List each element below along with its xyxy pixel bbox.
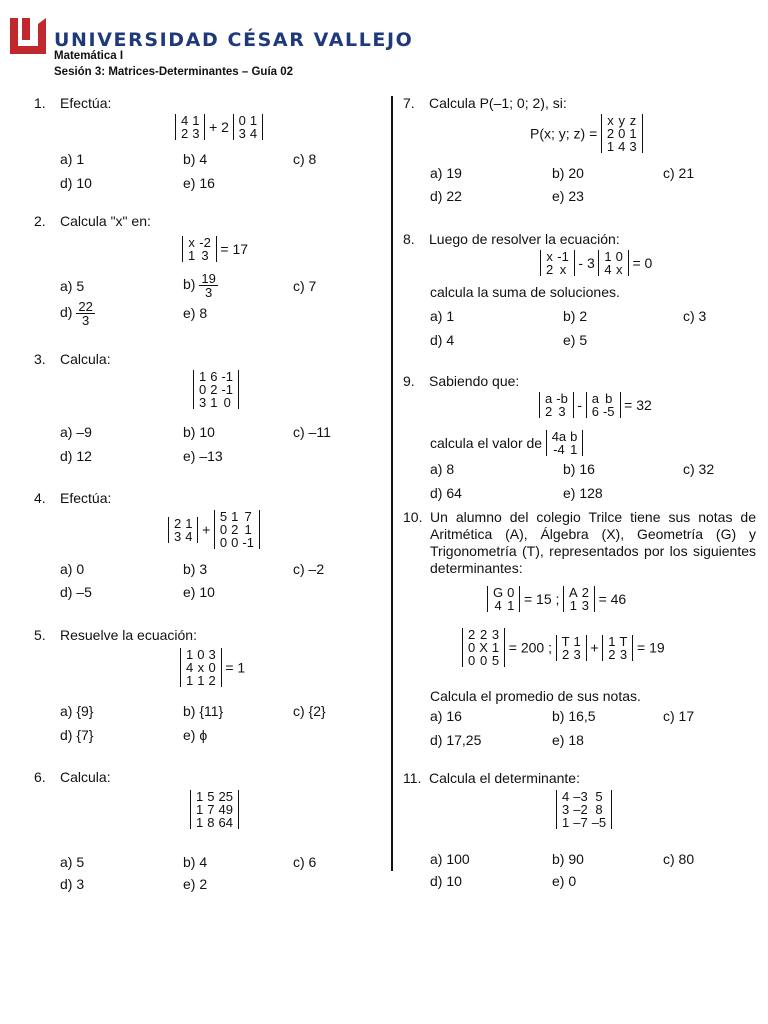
determinant bbox=[190, 790, 239, 829]
q5-expression: 1 0 3 4 x 0 1 1 2 = 1 bbox=[180, 648, 245, 687]
matrix-cell: x bbox=[607, 113, 614, 128]
matrix-cell: 1 bbox=[608, 633, 616, 649]
matrix-cell: 0 bbox=[219, 535, 228, 550]
matrix-cell: 4 bbox=[181, 113, 189, 128]
q9-option-d: d) 64 bbox=[430, 485, 462, 501]
matrix-cell: 1 bbox=[507, 598, 515, 613]
matrix-cell: 5 bbox=[595, 789, 603, 804]
matrix-cell: x bbox=[559, 262, 567, 277]
determinant bbox=[180, 648, 222, 687]
university-name: UNIVERSIDAD CÉSAR VALLEJO bbox=[54, 29, 414, 51]
matrix-cell: 25 bbox=[218, 789, 233, 804]
determinant bbox=[563, 586, 595, 612]
q1-expression: 4 1 2 3 + 2 0 1 3 4 bbox=[175, 114, 263, 140]
question-1: 1. Efectúa: bbox=[34, 95, 112, 111]
university-logo bbox=[8, 16, 48, 56]
matrix-cell: T bbox=[619, 633, 628, 649]
matrix-cell: -4 bbox=[553, 442, 565, 457]
question-11: 11. Calcula el determinante: bbox=[403, 770, 580, 786]
matrix-cell: 1 bbox=[629, 126, 637, 141]
q1-option-a: a) 1 bbox=[60, 151, 85, 167]
matrix-cell: x bbox=[615, 262, 623, 277]
matrix-cell: G bbox=[493, 585, 504, 600]
matrix-cell: 1 bbox=[573, 633, 581, 649]
matrix-cell: 7 bbox=[207, 802, 215, 817]
matrix-cell: 1 bbox=[606, 139, 615, 154]
q11-option-b: b) 90 bbox=[552, 851, 584, 867]
q3-option-c: c) –11 bbox=[293, 424, 331, 440]
q4-option-d: d) –5 bbox=[60, 584, 92, 600]
matrix-cell: 1 bbox=[604, 249, 612, 264]
matrix-cell: 2 bbox=[479, 627, 488, 642]
matrix-cell: 1 bbox=[196, 802, 204, 817]
q8-option-c: c) 3 bbox=[683, 308, 707, 324]
matrix-cell: a bbox=[591, 391, 599, 406]
matrix-cell: 3 bbox=[199, 395, 207, 410]
q2-option-d: d) $\frac{22}{3}$ bbox=[60, 299, 93, 328]
matrix-cell: 1 bbox=[188, 248, 196, 263]
q4-option-b: b) 3 bbox=[183, 561, 208, 577]
matrix-cell: 1 bbox=[197, 673, 205, 688]
matrix-cell: -1 bbox=[221, 369, 234, 384]
matrix-cell: T bbox=[561, 633, 570, 649]
matrix-cell: 3 bbox=[629, 139, 637, 154]
matrix-cell: b bbox=[605, 391, 613, 406]
matrix-cell: 3 bbox=[238, 126, 246, 141]
q9-follow: calcula el valor de 4a b -4 1 bbox=[430, 430, 583, 456]
q5-option-d: d) {7} bbox=[60, 727, 94, 743]
q10-follow-text: Calcula el promedio de sus notas. bbox=[430, 688, 641, 704]
q6-option-c: c) 6 bbox=[293, 854, 317, 870]
matrix-cell: 4 bbox=[494, 598, 502, 613]
matrix-cell: 2 bbox=[606, 126, 615, 141]
q5-option-b: b) {11} bbox=[183, 703, 224, 719]
q3-expression bbox=[193, 370, 239, 409]
matrix-cell: 3 bbox=[581, 598, 589, 613]
matrix-cell: X bbox=[479, 640, 488, 655]
matrix-cell: 7 bbox=[244, 509, 252, 524]
matrix-cell: –3 bbox=[573, 789, 588, 804]
q9-option-c: c) 32 bbox=[683, 461, 715, 477]
matrix-cell: 5 bbox=[219, 509, 228, 524]
matrix-cell: 0 bbox=[479, 653, 488, 668]
question-6: 6. Calcula: bbox=[34, 769, 111, 785]
matrix-cell: 2 bbox=[581, 585, 589, 600]
matrix-cell: 8 bbox=[595, 802, 603, 817]
q3-option-a: a) –9 bbox=[60, 424, 92, 440]
matrix-cell: a bbox=[545, 391, 553, 406]
q7-option-b: b) 20 bbox=[552, 165, 584, 181]
question-7: 7. Calcula P(–1; 0; 2), si: bbox=[403, 95, 567, 111]
q6-option-e: e) 2 bbox=[183, 876, 208, 892]
matrix-cell: 0 bbox=[223, 395, 231, 410]
q2-option-e: e) 8 bbox=[183, 305, 208, 321]
matrix-cell: –7 bbox=[573, 815, 588, 830]
column-divider bbox=[391, 96, 393, 871]
q10-option-e: e) 18 bbox=[552, 732, 584, 748]
q2-expression: x -2 1 3 = 17 bbox=[182, 236, 248, 262]
matrix-cell: 1 bbox=[192, 113, 200, 128]
matrix-cell: 1 bbox=[210, 395, 218, 410]
matrix-cell: 8 bbox=[207, 815, 215, 830]
matrix-cell: 3 bbox=[562, 802, 570, 817]
q6-option-a: a) 5 bbox=[60, 854, 85, 870]
matrix-cell: 0 bbox=[468, 653, 476, 668]
matrix-cell: 3 bbox=[192, 126, 200, 141]
matrix-cell: 1 bbox=[244, 522, 252, 537]
q6-option-d: d) 3 bbox=[60, 876, 85, 892]
matrix-cell: x bbox=[197, 660, 205, 675]
q10-option-b: b) 16,5 bbox=[552, 708, 596, 724]
determinant bbox=[556, 635, 587, 661]
matrix-cell: A bbox=[569, 585, 578, 600]
determinant bbox=[540, 250, 575, 276]
question-10-number: 10. bbox=[403, 509, 423, 525]
matrix-cell: 0 bbox=[618, 126, 626, 141]
matrix-cell: -1 bbox=[557, 249, 569, 264]
matrix-cell: 49 bbox=[218, 802, 233, 817]
determinant bbox=[168, 517, 198, 543]
matrix-cell: 2 bbox=[181, 126, 189, 141]
matrix-cell: 2 bbox=[174, 515, 182, 531]
determinant bbox=[539, 392, 574, 418]
q2-option-b: b) $\frac{19}{3}$ bbox=[183, 271, 216, 300]
q11-option-d: d) 10 bbox=[430, 873, 462, 889]
q1-option-c: c) 8 bbox=[293, 151, 317, 167]
q9-expression: a -b 2 3 - a b 6 -5 = 32 bbox=[539, 392, 652, 418]
determinant bbox=[598, 250, 628, 276]
q10-expression-2: 2 2 3 0 X 1 0 0 5 = 200 ; T 1 2 3 + 1 T 2 3 = 19 bbox=[462, 628, 665, 667]
q8-expression: x -1 2 x - 3 1 0 4 x = 0 bbox=[540, 250, 652, 276]
matrix-cell: 0 bbox=[468, 640, 476, 655]
determinant bbox=[193, 370, 239, 409]
q6-option-b: b) 4 bbox=[183, 854, 208, 870]
determinant bbox=[602, 635, 633, 661]
matrix-cell: 4 bbox=[618, 139, 626, 154]
matrix-cell: –2 bbox=[573, 802, 588, 817]
matrix-cell: y bbox=[618, 113, 626, 128]
q5-option-e: e) ϕ bbox=[183, 727, 208, 743]
q8-option-e: e) 5 bbox=[563, 332, 588, 348]
q1-option-e: e) 16 bbox=[183, 175, 215, 191]
matrix-cell: -1 bbox=[221, 382, 234, 397]
matrix-cell: 3 bbox=[208, 647, 216, 662]
q8-option-a: a) 1 bbox=[430, 308, 455, 324]
q11-option-a: a) 100 bbox=[430, 851, 470, 867]
q10-expression-1: G 0 4 1 = 15 ; A 2 1 3 = 46 bbox=[487, 586, 626, 612]
matrix-cell: 0 bbox=[238, 113, 246, 128]
q7-option-e: e) 23 bbox=[552, 188, 584, 204]
q11-option-c: c) 80 bbox=[663, 851, 695, 867]
question-2: 2. Calcula "x" en: bbox=[34, 213, 151, 229]
determinant bbox=[556, 790, 612, 829]
question-4: 4. Efectúa: bbox=[34, 490, 112, 506]
matrix-cell: 0 bbox=[199, 382, 207, 397]
q4-option-c: c) –2 bbox=[293, 561, 325, 577]
q10-option-c: c) 17 bbox=[663, 708, 695, 724]
matrix-cell: 0 bbox=[208, 660, 216, 675]
matrix-cell: 2 bbox=[546, 262, 554, 277]
matrix-cell: 3 bbox=[619, 646, 628, 662]
q1-option-d: d) 10 bbox=[60, 175, 92, 191]
q7-option-c: c) 21 bbox=[663, 165, 695, 181]
matrix-cell: 1 bbox=[186, 647, 194, 662]
q3-option-e: e) –13 bbox=[183, 448, 223, 464]
matrix-cell: 3 bbox=[174, 528, 182, 544]
matrix-cell: -b bbox=[556, 391, 568, 406]
matrix-cell: 2 bbox=[545, 404, 553, 419]
matrix-cell: 4 bbox=[185, 528, 193, 544]
q6-expression bbox=[190, 790, 239, 829]
determinant bbox=[601, 114, 643, 153]
matrix-cell: 0 bbox=[219, 522, 228, 537]
matrix-cell: 4 bbox=[604, 262, 612, 277]
q11-option-e: e) 0 bbox=[552, 873, 577, 889]
q10-option-d: d) 17,25 bbox=[430, 732, 482, 748]
q8-option-d: d) 4 bbox=[430, 332, 455, 348]
matrix-cell: 1 bbox=[186, 673, 194, 688]
matrix-cell: 4 bbox=[249, 126, 258, 141]
matrix-cell: 1 bbox=[185, 515, 193, 531]
matrix-cell: 2 bbox=[561, 646, 570, 662]
q9-option-e: e) 128 bbox=[563, 485, 603, 501]
q4-option-e: e) 10 bbox=[183, 584, 215, 600]
q4-option-a: a) 0 bbox=[60, 561, 85, 577]
matrix-cell: 64 bbox=[218, 815, 233, 830]
matrix-cell: 2 bbox=[231, 522, 239, 537]
determinant bbox=[586, 392, 621, 418]
matrix-cell: 1 bbox=[569, 598, 577, 613]
matrix-cell: 4a bbox=[551, 429, 567, 444]
q3-option-d: d) 12 bbox=[60, 448, 92, 464]
q5-option-a: a) {9} bbox=[60, 703, 94, 719]
matrix-cell: 3 bbox=[201, 248, 209, 263]
determinant bbox=[487, 586, 520, 612]
matrix-cell: 6 bbox=[591, 404, 599, 419]
session-title: Sesión 3: Matrices-Determinantes – Guía 02 bbox=[54, 66, 294, 78]
q1-option-b: b) 4 bbox=[183, 151, 208, 167]
matrix-cell: –5 bbox=[591, 815, 607, 830]
matrix-cell: 1 bbox=[570, 442, 578, 457]
determinant bbox=[175, 114, 205, 140]
question-3: 3. Calcula: bbox=[34, 351, 111, 367]
matrix-cell: 3 bbox=[491, 627, 500, 642]
question-5: 5. Resuelve la ecuación: bbox=[34, 627, 197, 643]
matrix-cell: 1 bbox=[231, 509, 239, 524]
q8-follow-text: calcula la suma de soluciones. bbox=[430, 284, 620, 300]
matrix-cell: 0 bbox=[507, 585, 515, 600]
matrix-cell: 1 bbox=[199, 369, 207, 384]
matrix-cell: 2 bbox=[608, 646, 616, 662]
matrix-cell: 2 bbox=[210, 382, 218, 397]
determinant bbox=[214, 510, 260, 549]
q7-option-d: d) 22 bbox=[430, 188, 462, 204]
matrix-cell: 5 bbox=[207, 789, 215, 804]
matrix-cell: 2 bbox=[468, 627, 476, 642]
q7-option-a: a) 19 bbox=[430, 165, 462, 181]
determinant bbox=[462, 628, 505, 667]
q11-expression bbox=[556, 790, 612, 829]
determinant bbox=[182, 236, 217, 262]
q2-option-c: c) 7 bbox=[293, 278, 317, 294]
matrix-cell: 1 bbox=[196, 789, 204, 804]
matrix-cell: 5 bbox=[491, 653, 500, 668]
q5-option-c: c) {2} bbox=[293, 703, 326, 719]
matrix-cell: 2 bbox=[208, 673, 216, 688]
matrix-cell: 4 bbox=[186, 660, 194, 675]
course-title: Matemática I bbox=[54, 50, 124, 62]
matrix-cell: z bbox=[629, 113, 637, 128]
q4-expression: 2 1 3 4 + 5 1 7 0 2 1 0 0 -1 bbox=[168, 510, 260, 549]
matrix-cell: 3 bbox=[573, 646, 581, 662]
matrix-cell: 1 bbox=[249, 113, 258, 128]
q3-option-b: b) 10 bbox=[183, 424, 215, 440]
matrix-cell: x bbox=[546, 249, 553, 264]
matrix-cell: 3 bbox=[558, 404, 566, 419]
q2-option-a: a) 5 bbox=[60, 278, 85, 294]
q9-option-a: a) 8 bbox=[430, 461, 455, 477]
matrix-cell: 0 bbox=[231, 535, 239, 550]
matrix-cell: x bbox=[188, 235, 195, 250]
matrix-cell: 0 bbox=[197, 647, 205, 662]
determinant bbox=[546, 430, 584, 456]
question-8: 8. Luego de resolver la ecuación: bbox=[403, 231, 620, 247]
determinant bbox=[233, 114, 263, 140]
matrix-cell: 4 bbox=[562, 789, 570, 804]
matrix-cell: -5 bbox=[602, 404, 615, 419]
q8-option-b: b) 2 bbox=[563, 308, 588, 324]
matrix-cell: 1 bbox=[562, 815, 570, 830]
matrix-cell: -2 bbox=[199, 235, 211, 250]
question-9: 9. Sabiendo que: bbox=[403, 373, 520, 389]
question-10-prompt: Un alumno del colegio Trilce tiene sus notas de Aritmética (A), Álgebra (X), Geometría (G) y Trigonometría (T), representados por los siguientes determinantes: bbox=[430, 509, 756, 576]
matrix-cell: 6 bbox=[210, 369, 218, 384]
matrix-cell: 1 bbox=[491, 640, 500, 655]
matrix-cell: b bbox=[570, 429, 578, 444]
matrix-cell: 0 bbox=[615, 249, 623, 264]
matrix-cell: 1 bbox=[196, 815, 204, 830]
matrix-cell: -1 bbox=[242, 535, 254, 550]
q9-option-b: b) 16 bbox=[563, 461, 595, 477]
q7-expression: P(x; y; z) = x y z 2 0 1 1 4 3 bbox=[530, 114, 643, 153]
q10-option-a: a) 16 bbox=[430, 708, 462, 724]
